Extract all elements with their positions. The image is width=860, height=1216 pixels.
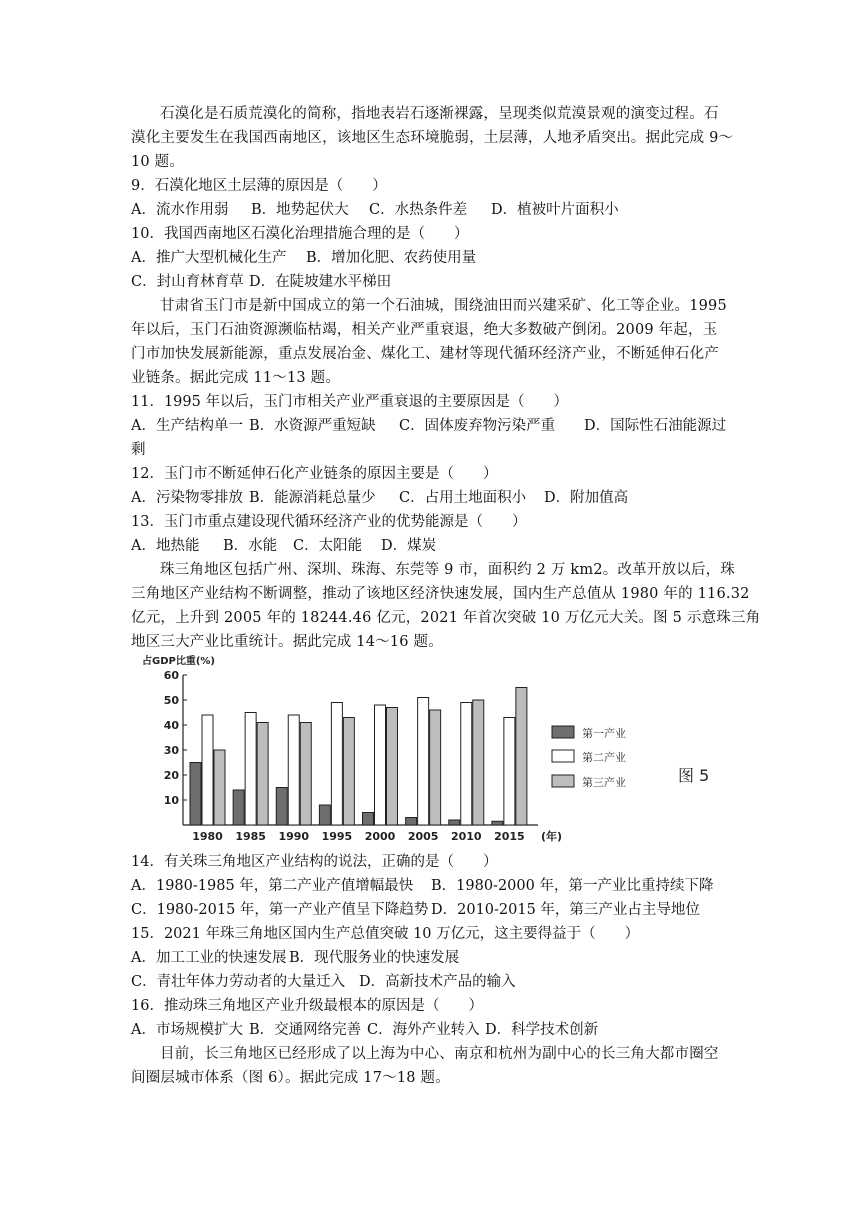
bar-1-2005 [406,818,417,826]
bar-1-2000 [363,813,374,826]
passage-2-line-1: 甘肃省玉门市是新中国成立的第一个石油城，围绕油田而兴建采矿、化工等企业。1995 [160,298,727,314]
y-tick-label: 50 [163,694,179,707]
legend-label-3: 第三产业 [582,776,626,789]
q12-option-b[interactable]: B．能源消耗总量少 [249,490,376,506]
q11-option-d[interactable]: D．国际性石油能源过 [584,418,727,434]
industry-share-chart-svg [140,650,740,845]
q16-option-a[interactable]: A．市场规模扩大 [131,1022,243,1038]
q13-option-a[interactable]: A．地热能 [131,538,200,554]
question-14-options-row-1 [131,874,731,898]
x-tick-label: 2010 [450,830,482,843]
q12-option-c[interactable]: C．占用土地面积小 [399,490,527,506]
q10-option-c[interactable]: C．封山育林育草 [131,274,244,290]
question-11-options-row-2: 剩 [131,442,146,458]
bar-1-1985 [233,790,244,825]
q13-option-d[interactable]: D．煤炭 [381,538,437,554]
passage-3-line-4: 地区三大产业比重统计。据此完成 14～16 题。 [131,634,443,650]
q16-option-d[interactable]: D．科学技术创新 [485,1022,599,1038]
q16-option-c[interactable]: C．海外产业转入 [367,1022,480,1038]
y-tick-label: 20 [163,769,179,782]
bar-3-1990 [300,723,311,826]
x-tick-label: 2000 [364,830,396,843]
legend-swatch-2 [552,750,574,762]
passage-1-line-3: 10 题。 [131,154,185,170]
question-16-options [131,1018,731,1042]
bar-2-2005 [418,698,429,826]
bar-3-2015 [516,688,527,826]
q15-option-d[interactable]: D．高新技术产品的输入 [359,974,516,990]
question-10-options-row-2 [131,270,731,294]
x-tick-label: 1995 [321,830,353,843]
bar-2-2015 [504,718,515,826]
question-9-stem: 9．石漠化地区土层薄的原因是（ ） [131,178,387,194]
legend-label-2: 第二产业 [582,751,626,764]
x-tick-label: 2005 [407,830,439,843]
q10-option-d[interactable]: D．在陡坡建水平梯田 [249,274,392,290]
bar-2-2010 [461,703,472,826]
y-tick-label: 40 [163,719,179,732]
question-14-stem: 14．有关珠三角地区产业结构的说法，正确的是（ ） [131,854,498,870]
question-14-options-row-2 [131,898,731,922]
q12-option-d[interactable]: D．附加值高 [544,490,629,506]
q10-option-a[interactable]: A．推广大型机械化生产 [131,250,287,266]
bar-1-1990 [276,788,287,826]
bar-1-2015 [492,821,503,825]
q10-option-b[interactable]: B．增加化肥、农药使用量 [306,250,477,266]
q15-option-a[interactable]: A．加工工业的快速发展 [131,950,287,966]
bar-3-2010 [473,700,484,825]
q11-option-c[interactable]: C．固体废弃物污染严重 [399,418,556,434]
legend-label-1: 第一产业 [582,727,626,740]
bar-3-2000 [387,708,398,826]
question-12-stem: 12．玉门市不断延伸石化产业链条的原因主要是（ ） [131,466,498,482]
y-tick-label: 60 [163,669,179,682]
x-axis-label: (年) [541,830,563,843]
q9-option-a[interactable]: A．流水作用弱 [131,202,229,218]
q14-option-c[interactable]: C．1980-2015 年，第一产业产值呈下降趋势 [131,902,429,918]
q9-option-b[interactable]: B．地势起伏大 [251,202,349,218]
q15-option-b[interactable]: B．现代服务业的快速发展 [289,950,460,966]
q14-option-d[interactable]: D．2010-2015 年，第三产业占主导地位 [431,902,700,918]
q9-option-c[interactable]: C．水热条件差 [369,202,468,218]
question-15-options-row-2 [131,970,731,994]
bar-2-1990 [288,715,299,825]
q14-option-b[interactable]: B．1980-2000 年，第一产业比重持续下降 [431,878,714,894]
y-axis-label: 占GDP比重(%) [142,656,215,667]
question-15-stem: 15．2021 年珠三角地区国内生产总值突破 10 万亿元，这主要得益于（ ） [131,926,640,942]
y-tick-label: 10 [163,794,179,807]
q12-option-a[interactable]: A．污染物零排放 [131,490,243,506]
legend-swatch-3 [552,775,574,787]
passage-2-line-4: 业链条。据此完成 11～13 题。 [131,370,341,386]
passage-1-line-1: 石漠化是石质荒漠化的简称，指地表岩石逐渐裸露，呈现类似荒漠景观的演变过程。石 [160,106,719,122]
question-13-options [131,534,731,558]
passage-2-line-2: 年以后，玉门石油资源濒临枯竭，相关产业严重衰退，绝大多数破产倒闭。2009 年起，玉 [131,322,718,338]
x-tick-label: 1985 [235,830,266,843]
question-12-options [131,486,731,510]
passage-4-line-2: 间圈层城市体系（图 6）。据此完成 17～18 题。 [131,1070,450,1086]
question-16-stem: 16．推动珠三角地区产业升级最根本的原因是（ ） [131,998,483,1014]
passage-3-line-2: 三角地区产业结构不断调整，推动了该地区经济快速发展，国内生产总值从 1980 年的 116.32 [131,586,750,602]
question-10-stem: 10．我国西南地区石漠化治理措施合理的是（ ） [131,226,469,242]
passage-3-line-3: 亿元，上升到 2005 年的 18244.46 亿元，2021 年首次突破 10 万亿元大关。图 5 示意珠三角 [131,610,761,626]
passage-4-line-1: 目前，长三角地区已经形成了以上海为中心、南京和杭州为副中心的长三角大都市圈空 [160,1046,719,1062]
q9-option-d[interactable]: D．植被叶片面积小 [491,202,619,218]
q11-option-a[interactable]: A．生产结构单一 [131,418,243,434]
industry-share-chart [140,650,740,845]
passage-1-line-2: 漠化主要发生在我国西南地区，该地区生态环境脆弱，土层薄，人地矛盾突出。据此完成 9～ [131,130,734,146]
question-11-stem: 11．1995 年以后，玉门市相关产业严重衰退的主要原因是（ ） [131,394,568,410]
bar-2-1985 [245,713,256,826]
passage-2-line-3: 门市加快发展新能源，重点发展冶金、煤化工、建材等现代循环经济产业，不断延伸石化产 [131,346,719,362]
legend-swatch-1 [552,726,574,738]
bar-1-1980 [190,763,201,826]
bar-3-1995 [343,718,354,826]
y-tick-label: 30 [163,744,179,757]
q13-option-c[interactable]: C．太阳能 [293,538,363,554]
question-11-options-row-1 [131,414,731,438]
bar-2-2000 [375,705,386,825]
q15-option-c[interactable]: C．青壮年体力劳动者的大量迁入 [131,974,346,990]
question-15-options-row-1 [131,946,731,970]
q16-option-b[interactable]: B．交通网络完善 [249,1022,362,1038]
bar-1-1995 [319,805,330,825]
x-tick-label: 1980 [192,830,223,843]
x-tick-label: 1990 [278,830,310,843]
bar-3-1980 [214,750,225,825]
question-10-options-row-1 [131,246,731,270]
bar-1-2010 [449,820,460,825]
q11-option-b[interactable]: B．水资源严重短缺 [249,418,376,434]
bar-3-2005 [430,710,441,825]
q14-option-a[interactable]: A．1980-1985 年，第二产业产值增幅最快 [131,878,414,894]
bar-2-1980 [202,715,213,825]
x-tick-label: 2015 [494,830,525,843]
bar-2-1995 [331,703,342,826]
question-13-stem: 13．玉门市重点建设现代循环经济产业的优势能源是（ ） [131,514,527,530]
q13-option-b[interactable]: B．水能 [223,538,278,554]
passage-3-line-1: 珠三角地区包括广州、深圳、珠海、东莞等 9 市，面积约 2 万 km2。改革开放以后，珠 [160,562,736,578]
bar-3-1985 [257,723,268,826]
question-9-options [131,198,731,222]
figure-caption: 图 5 [678,766,710,785]
